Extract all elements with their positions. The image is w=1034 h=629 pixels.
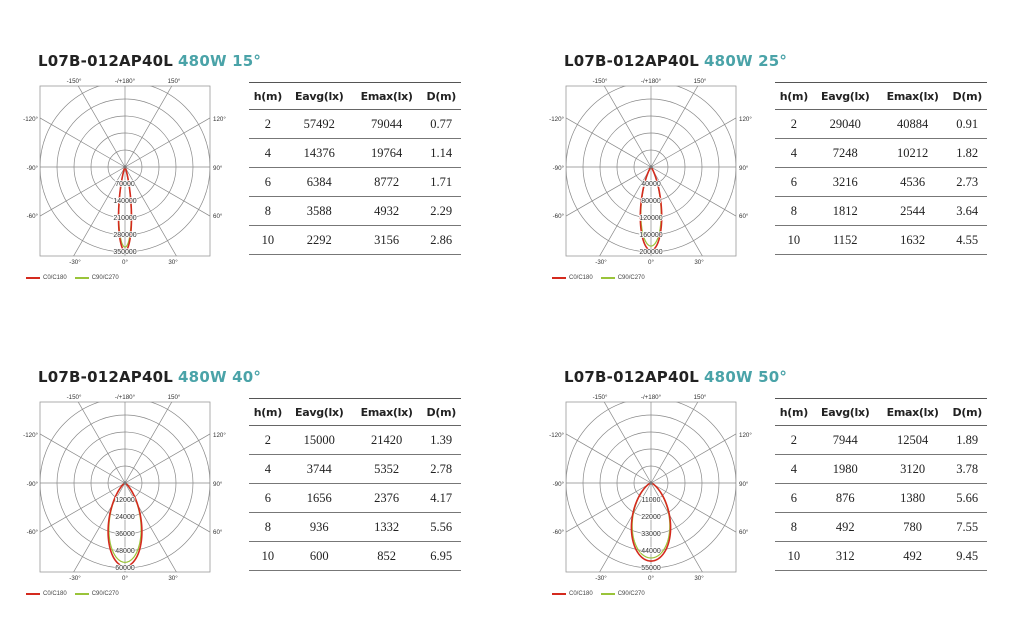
angle-label: -120° [23, 432, 38, 439]
chart-legend [552, 591, 653, 597]
legend-item [26, 275, 67, 281]
power-beam-spec: 480W 40° [178, 368, 262, 386]
table-cell: 4 [249, 139, 287, 168]
table-cell: 2.29 [421, 197, 461, 226]
power-beam-spec: 480W 50° [704, 368, 788, 386]
table-cell: 6.95 [421, 542, 461, 571]
table-cell: 1.14 [421, 139, 461, 168]
table-cell: 8 [249, 197, 287, 226]
table-cell: 2292 [287, 226, 352, 255]
angle-label: 60° [739, 529, 749, 536]
chart-title [38, 368, 261, 386]
column-header: Eavg(lx) [813, 399, 878, 426]
angle-label: 30° [168, 259, 178, 266]
table-cell: 6 [249, 168, 287, 197]
angle-label: 120° [739, 116, 752, 123]
column-header: D(m) [421, 399, 461, 426]
legend-swatch [601, 277, 615, 279]
legend-swatch [552, 593, 566, 595]
legend-label: C0/C180 [569, 275, 593, 281]
table-cell: 79044 [352, 110, 422, 139]
table-cell: 6384 [287, 168, 352, 197]
table-cell: 10 [249, 226, 287, 255]
table-cell: 7248 [813, 139, 878, 168]
angle-label: -90° [26, 165, 38, 172]
table-row [249, 542, 461, 571]
table-row [249, 513, 461, 542]
table-cell: 10212 [878, 139, 948, 168]
legend-item [601, 591, 645, 597]
table-header-row [249, 399, 461, 426]
angle-label: -30° [595, 575, 607, 582]
radial-tick-label: 44000 [641, 548, 661, 555]
table-cell: 4.55 [947, 226, 987, 255]
table-row [775, 139, 987, 168]
power-beam-spec: 480W 25° [704, 52, 788, 70]
angle-label: -150° [66, 78, 82, 85]
column-header: Emax(lx) [352, 399, 422, 426]
angle-label: 60° [739, 213, 749, 220]
table-cell: 2.86 [421, 226, 461, 255]
table-row [775, 542, 987, 571]
radial-tick-label: 36000 [115, 531, 135, 538]
table-cell: 0.91 [947, 110, 987, 139]
legend-item [552, 591, 593, 597]
angle-label: -/+180° [114, 394, 136, 401]
table-cell: 4 [775, 455, 813, 484]
angle-label: 30° [694, 259, 704, 266]
table-cell: 2544 [878, 197, 948, 226]
table-cell: 312 [813, 542, 878, 571]
table-row [775, 426, 987, 455]
table-cell: 3588 [287, 197, 352, 226]
table-cell: 8 [775, 197, 813, 226]
legend-label: C90/C270 [91, 591, 119, 597]
angle-label: 150° [693, 394, 707, 401]
radial-tick-label: 60000 [115, 565, 135, 572]
table-cell: 2376 [352, 484, 422, 513]
angle-label: 60° [213, 213, 223, 220]
table-cell: 600 [287, 542, 352, 571]
table-cell: 1.82 [947, 139, 987, 168]
table-row [249, 426, 461, 455]
table-cell: 19764 [352, 139, 422, 168]
table-cell: 2.73 [947, 168, 987, 197]
legend-swatch [601, 593, 615, 595]
legend-label: C0/C180 [43, 275, 67, 281]
table-cell: 1812 [813, 197, 878, 226]
angle-label: 150° [167, 78, 181, 85]
angle-label: -30° [595, 259, 607, 266]
legend-label: C90/C270 [91, 275, 119, 281]
table-cell: 1332 [352, 513, 422, 542]
center-point [123, 481, 126, 484]
table-cell: 1152 [813, 226, 878, 255]
table-cell: 492 [813, 513, 878, 542]
radial-tick-label: 80000 [641, 198, 661, 205]
table-header-row [249, 83, 461, 110]
table-cell: 14376 [287, 139, 352, 168]
radial-tick-label: 24000 [115, 514, 135, 521]
table-row [249, 484, 461, 513]
radial-tick-label: 22000 [641, 514, 661, 521]
column-header: Eavg(lx) [813, 83, 878, 110]
column-header: h(m) [249, 83, 287, 110]
angle-label: 150° [693, 78, 707, 85]
angle-label: -30° [69, 259, 81, 266]
radial-tick-label: 350000 [113, 249, 137, 256]
angle-label: -60° [552, 529, 564, 536]
model-name: L07B-012AP40L [564, 52, 700, 70]
legend-swatch [552, 277, 566, 279]
chart-legend [26, 591, 127, 597]
column-header: h(m) [249, 399, 287, 426]
table-cell: 4 [249, 455, 287, 484]
angle-label: -150° [66, 394, 82, 401]
table-cell: 21420 [352, 426, 422, 455]
table-row [249, 226, 461, 255]
polar-intensity-diagram [23, 72, 253, 277]
column-header: Eavg(lx) [287, 83, 352, 110]
table-cell: 10 [775, 226, 813, 255]
column-header: D(m) [421, 83, 461, 110]
column-header: D(m) [947, 399, 987, 426]
radial-tick-label: 55000 [641, 565, 661, 572]
table-cell: 936 [287, 513, 352, 542]
angle-label: -90° [552, 165, 564, 172]
table-cell: 3.78 [947, 455, 987, 484]
polar-intensity-diagram [549, 72, 779, 277]
radial-tick-label: 70000 [115, 181, 135, 188]
table-cell: 5.66 [947, 484, 987, 513]
angle-label: 0° [122, 575, 128, 582]
table-row [775, 513, 987, 542]
table-cell: 492 [878, 542, 948, 571]
table-cell: 6 [775, 168, 813, 197]
angle-label: 90° [739, 481, 749, 488]
legend-item [75, 591, 119, 597]
chart-title [38, 52, 261, 70]
angle-label: 0° [648, 575, 654, 582]
radial-tick-label: 120000 [639, 215, 663, 222]
radial-tick-label: 12000 [115, 497, 135, 504]
radial-tick-label: 280000 [113, 232, 137, 239]
table-cell: 780 [878, 513, 948, 542]
legend-item [601, 275, 645, 281]
power-beam-spec: 480W 15° [178, 52, 262, 70]
radial-tick-label: 33000 [641, 531, 661, 538]
chart-legend [26, 275, 127, 281]
center-point [123, 165, 126, 168]
table-cell: 3.64 [947, 197, 987, 226]
column-header: Eavg(lx) [287, 399, 352, 426]
angle-label: 120° [213, 432, 226, 439]
table-row [775, 110, 987, 139]
legend-item [75, 275, 119, 281]
table-row [249, 455, 461, 484]
legend-swatch [26, 277, 40, 279]
angle-label: 0° [122, 259, 128, 266]
table-row [249, 110, 461, 139]
angle-label: -120° [23, 116, 38, 123]
table-row [775, 484, 987, 513]
table-cell: 6 [775, 484, 813, 513]
table-row [249, 197, 461, 226]
table-cell: 10 [775, 542, 813, 571]
column-header: D(m) [947, 83, 987, 110]
table-row [775, 226, 987, 255]
column-header: Emax(lx) [878, 83, 948, 110]
table-cell: 2 [775, 110, 813, 139]
table-cell: 7944 [813, 426, 878, 455]
table-cell: 3156 [352, 226, 422, 255]
angle-label: -60° [26, 529, 38, 536]
table-cell: 8 [249, 513, 287, 542]
angle-label: 0° [648, 259, 654, 266]
angle-label: -/+180° [640, 78, 662, 85]
column-header: h(m) [775, 399, 813, 426]
angle-label: -/+180° [640, 394, 662, 401]
table-cell: 10 [249, 542, 287, 571]
table-cell: 1.71 [421, 168, 461, 197]
legend-label: C90/C270 [617, 275, 645, 281]
table-cell: 876 [813, 484, 878, 513]
radial-tick-label: 210000 [113, 215, 137, 222]
photometric-panel [549, 368, 1034, 618]
table-cell: 40884 [878, 110, 948, 139]
table-cell: 5352 [352, 455, 422, 484]
table-row [775, 455, 987, 484]
table-cell: 1380 [878, 484, 948, 513]
table-cell: 8 [775, 513, 813, 542]
radial-tick-label: 11000 [641, 497, 661, 504]
table-cell: 8772 [352, 168, 422, 197]
table-cell: 852 [352, 542, 422, 571]
center-point [649, 481, 652, 484]
table-cell: 1980 [813, 455, 878, 484]
angle-label: 90° [213, 481, 223, 488]
chart-title [564, 52, 787, 70]
angle-label: -60° [26, 213, 38, 220]
table-header-row [775, 399, 987, 426]
legend-label: C0/C180 [43, 591, 67, 597]
legend-label: C90/C270 [617, 591, 645, 597]
table-cell: 1656 [287, 484, 352, 513]
table-row [775, 168, 987, 197]
column-header: Emax(lx) [878, 399, 948, 426]
table-header-row [775, 83, 987, 110]
photometric-panel [23, 52, 508, 302]
table-cell: 3744 [287, 455, 352, 484]
angle-label: -90° [552, 481, 564, 488]
photometric-panel [23, 368, 508, 618]
angle-label: -/+180° [114, 78, 136, 85]
legend-item [552, 275, 593, 281]
illuminance-table [775, 82, 987, 255]
table-cell: 2.78 [421, 455, 461, 484]
column-header: Emax(lx) [352, 83, 422, 110]
table-cell: 57492 [287, 110, 352, 139]
legend-swatch [75, 593, 89, 595]
radial-tick-label: 160000 [639, 232, 663, 239]
polar-intensity-diagram [23, 388, 253, 593]
angle-label: 90° [739, 165, 749, 172]
table-cell: 1632 [878, 226, 948, 255]
angle-label: 60° [213, 529, 223, 536]
table-cell: 2 [249, 426, 287, 455]
table-cell: 0.77 [421, 110, 461, 139]
radial-tick-label: 140000 [113, 198, 137, 205]
table-cell: 2 [249, 110, 287, 139]
angle-label: -30° [69, 575, 81, 582]
table-cell: 4 [775, 139, 813, 168]
chart-legend [552, 275, 653, 281]
table-row [249, 168, 461, 197]
table-cell: 5.56 [421, 513, 461, 542]
angle-label: 120° [739, 432, 752, 439]
table-cell: 9.45 [947, 542, 987, 571]
angle-label: 30° [694, 575, 704, 582]
model-name: L07B-012AP40L [38, 368, 174, 386]
angle-label: -120° [549, 432, 564, 439]
table-cell: 4.17 [421, 484, 461, 513]
angle-label: 30° [168, 575, 178, 582]
table-cell: 1.89 [947, 426, 987, 455]
legend-item [26, 591, 67, 597]
angle-label: -150° [592, 78, 608, 85]
radial-tick-label: 40000 [641, 181, 661, 188]
legend-swatch [26, 593, 40, 595]
legend-label: C0/C180 [569, 591, 593, 597]
table-cell: 2 [775, 426, 813, 455]
table-cell: 1.39 [421, 426, 461, 455]
center-point [649, 165, 652, 168]
polar-intensity-diagram [549, 388, 779, 593]
angle-label: -150° [592, 394, 608, 401]
illuminance-table [249, 398, 461, 571]
table-cell: 3216 [813, 168, 878, 197]
model-name: L07B-012AP40L [38, 52, 174, 70]
angle-label: 90° [213, 165, 223, 172]
angle-label: -90° [26, 481, 38, 488]
model-name: L07B-012AP40L [564, 368, 700, 386]
table-cell: 6 [249, 484, 287, 513]
chart-title [564, 368, 787, 386]
photometric-panel [549, 52, 1034, 302]
angle-label: -120° [549, 116, 564, 123]
column-header: h(m) [775, 83, 813, 110]
table-row [249, 139, 461, 168]
angle-label: -60° [552, 213, 564, 220]
radial-tick-label: 48000 [115, 548, 135, 555]
legend-swatch [75, 277, 89, 279]
table-cell: 7.55 [947, 513, 987, 542]
table-cell: 3120 [878, 455, 948, 484]
illuminance-table [775, 398, 987, 571]
radial-tick-label: 200000 [639, 249, 663, 256]
table-cell: 4932 [352, 197, 422, 226]
table-cell: 29040 [813, 110, 878, 139]
angle-label: 120° [213, 116, 226, 123]
table-row [775, 197, 987, 226]
angle-label: 150° [167, 394, 181, 401]
table-cell: 15000 [287, 426, 352, 455]
table-cell: 12504 [878, 426, 948, 455]
illuminance-table [249, 82, 461, 255]
table-cell: 4536 [878, 168, 948, 197]
